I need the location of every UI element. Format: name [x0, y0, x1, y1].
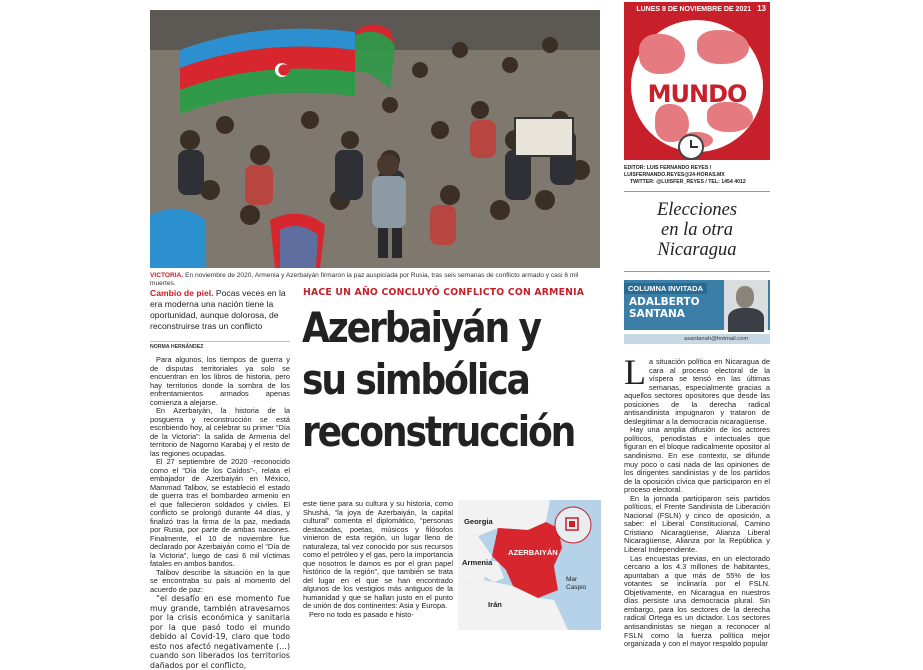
- paragraph: Hay una amplia difusión de los actores políticos, periodistas e intectuales que figuran en el bloque radicalmente opositor al sandinismo. En ese contexto, se difunde muy poco o casi nada de las opiniones de los dirigentes sandinistas y de los partidos de la oposición cívica que participaron en el proceso electoral.: [624, 425, 770, 495]
- side-headline-line: Elecciones: [656, 200, 738, 220]
- paragraph: En la jornada participaron seis partidos políticos, el Frente Sandinista de Liberación Nacional (FSLN) y cinco de oposición, a saber: el Liberal Constitucional, Camino Cristiano Nicaragüense, Alianza Liberal Nicaragüense, Alianza por la República y Liberal Independiente.: [624, 493, 770, 555]
- photo-caption: [150, 272, 600, 288]
- map-label: Irán: [488, 600, 502, 609]
- map-label: Armenia: [462, 558, 493, 567]
- clock-icon: [678, 134, 704, 160]
- editor-info: [624, 165, 770, 186]
- divider: [624, 191, 770, 192]
- paragraph: El 27 septiembre de 2020 -reconocido como el “Día de los Caídos”-, relata el embajador de Azerbaiyán en México, Mammad Talibov, se estableció el estado de guerra tras el bombardeo armenio en el que fallecieron soldados y civiles. El conflicto se prolongó durante 44 días, y finalizó tras la firma de la paz, mediada por Rusia, por parte de ambas naciones. Finalmente, el 10 de noviembre fue declarado por Azerbaiyán como el “Día de la Victoria”, luego de casi 6 mil víctimas fatales en ambos bandos.: [150, 457, 290, 569]
- page-number: 13: [757, 4, 766, 13]
- dateline: [624, 2, 770, 16]
- article-headline: [302, 302, 607, 458]
- twitter-line: TWITTER: @LUISFER_REYES / TEL: 1454 4012: [630, 179, 746, 185]
- paragraph: Para algunos, los tiempos de guerra y de disputas territoriales ya solo se encuentran en los libros de historia, pero hay territorios donde la sombra de los enfrentamientos armados apenas comienza a alejarse.: [150, 355, 290, 407]
- headline-line: reconstrucción: [302, 407, 575, 456]
- author-first-name: ADALBERTO: [629, 296, 700, 308]
- globe-icon: [631, 20, 763, 152]
- article-deck: [150, 288, 290, 332]
- caption-lead: VICTORIA.: [150, 272, 184, 279]
- side-headline-line: Nicaragua: [657, 240, 737, 260]
- guest-column-banner: [624, 280, 770, 330]
- side-column-body: [624, 352, 770, 649]
- map-label: AZERBAIYÁN: [508, 548, 558, 557]
- byline: NORMA HERNÁNDEZ: [150, 341, 290, 350]
- region-map: [458, 500, 601, 630]
- side-headline: [624, 200, 770, 260]
- left-column-body: [150, 356, 290, 670]
- crowd-celebration-image: [150, 10, 600, 268]
- paragraph: este tiene para su cultura y su historia, como Shushá, “la joya de Azerbaiyán, la capital cultural” comenta el diplomático, “personas destacadas, poetas, músicos y filósofos vinieron de esta región, un lugar lleno de naturaleza, tal vez conocido por sus recursos como el petróleo y el gas, pero la importancia que nosotros le damos es por el gran papel histórico de la región”, que también se trata del lugar en el que se han encontrado algunos de los vestigios más antiguos de la humanidad y que se hallan justo en el punto de unión de dos continentes: Asia y Europa.: [303, 499, 453, 611]
- caption-text: En noviembre de 2020, Armenia y Azerbaiyán firmaron la paz auspiciada por Rusia, tras seis semanas de conflicto armado y casi 6 mil muertes.: [150, 272, 579, 287]
- divider: [624, 271, 770, 272]
- author-portrait: [724, 280, 768, 330]
- issue-date: LUNES 8 DE NOVIEMBRE DE 2021: [636, 6, 752, 13]
- author-last-name: SANTANA: [629, 308, 685, 320]
- headline-line: su simbólica: [302, 355, 529, 404]
- paragraph: Pero no todo es pasado e histo-: [309, 609, 414, 619]
- article-kicker: HACE UN AÑO CONCLUYÓ CONFLICTO CON ARMENIA: [303, 287, 585, 298]
- paragraph: a situación política en Nicaragua de cara al proceso electoral de la víspera se tensó en las últimas semanas, especialmente gracias a aquellos sectores opositores que desde las posiciones de la derecha radical antisandinista impugnaron y trataron de deslegitimar a la democracia nicaragüense.: [624, 357, 770, 426]
- map-label: Georgia: [464, 517, 493, 526]
- drop-cap: L: [624, 352, 646, 392]
- deck-text: Pocas veces en la era moderna una nación tiene la oportunidad, aunque dolorosa, de reconstruirse tras un conflicto: [150, 288, 286, 331]
- cover-photo: [150, 10, 600, 268]
- side-headline-line: en la otra: [661, 220, 733, 240]
- guest-column-tag: COLUMNA INVITADA: [624, 283, 707, 294]
- paragraph: Talibov describe la situación en la que se encontraba su país al momento del acuerdo de paz:: [150, 567, 290, 594]
- map-label: Mar Caspio: [566, 576, 587, 591]
- pull-quote: “el desafío en ese momento fue muy grande, también atravesamos por la crisis económica y sanitaria por la que pasó todo el mundo debido al Covid-19, claro que todo esto nos afectó negativamente (…) cuando son liberados los territorios dañados por el conflicto,: [150, 594, 290, 670]
- paragraph: En Azerbaiyán, la historia de la posguerra y reconstrucción se está escribiendo hoy, al celebrar su primer “Día de la Victoria”: la salida de Armenia del territorio de Nagorno Karabaj y el resto de las regiones ocupadas.: [150, 406, 290, 458]
- guest-author: [629, 296, 700, 320]
- editor-line: EDITOR: LUIS FERNANDO REYES / LUISFERNANDO.REYES@24-HORAS.MX: [624, 165, 725, 178]
- deck-lead: Cambio de piel.: [150, 288, 214, 298]
- section-title: MUNDO: [647, 80, 747, 108]
- middle-column-body: [303, 500, 453, 619]
- headline-line: Azerbaiyán y: [302, 303, 540, 352]
- paragraph: Las encuestas previas, en un electorado cercano a los 4.3 millones de habitantes, apuntaban a que más de 55% de los votantes se inclinaría por el FSLN. Objetivamente, en Nicaragua en nuestros días persiste una democracia plural. Sin embargo, para los sectores de la derecha radical Ortega es un dictador. Los sectores antisandinistas se niegan a reconocer al FSLN como la fuerza política mejor organizada y con el mayor respaldo popular: [624, 553, 770, 649]
- author-email: asantanah@hotmail.com: [624, 334, 770, 344]
